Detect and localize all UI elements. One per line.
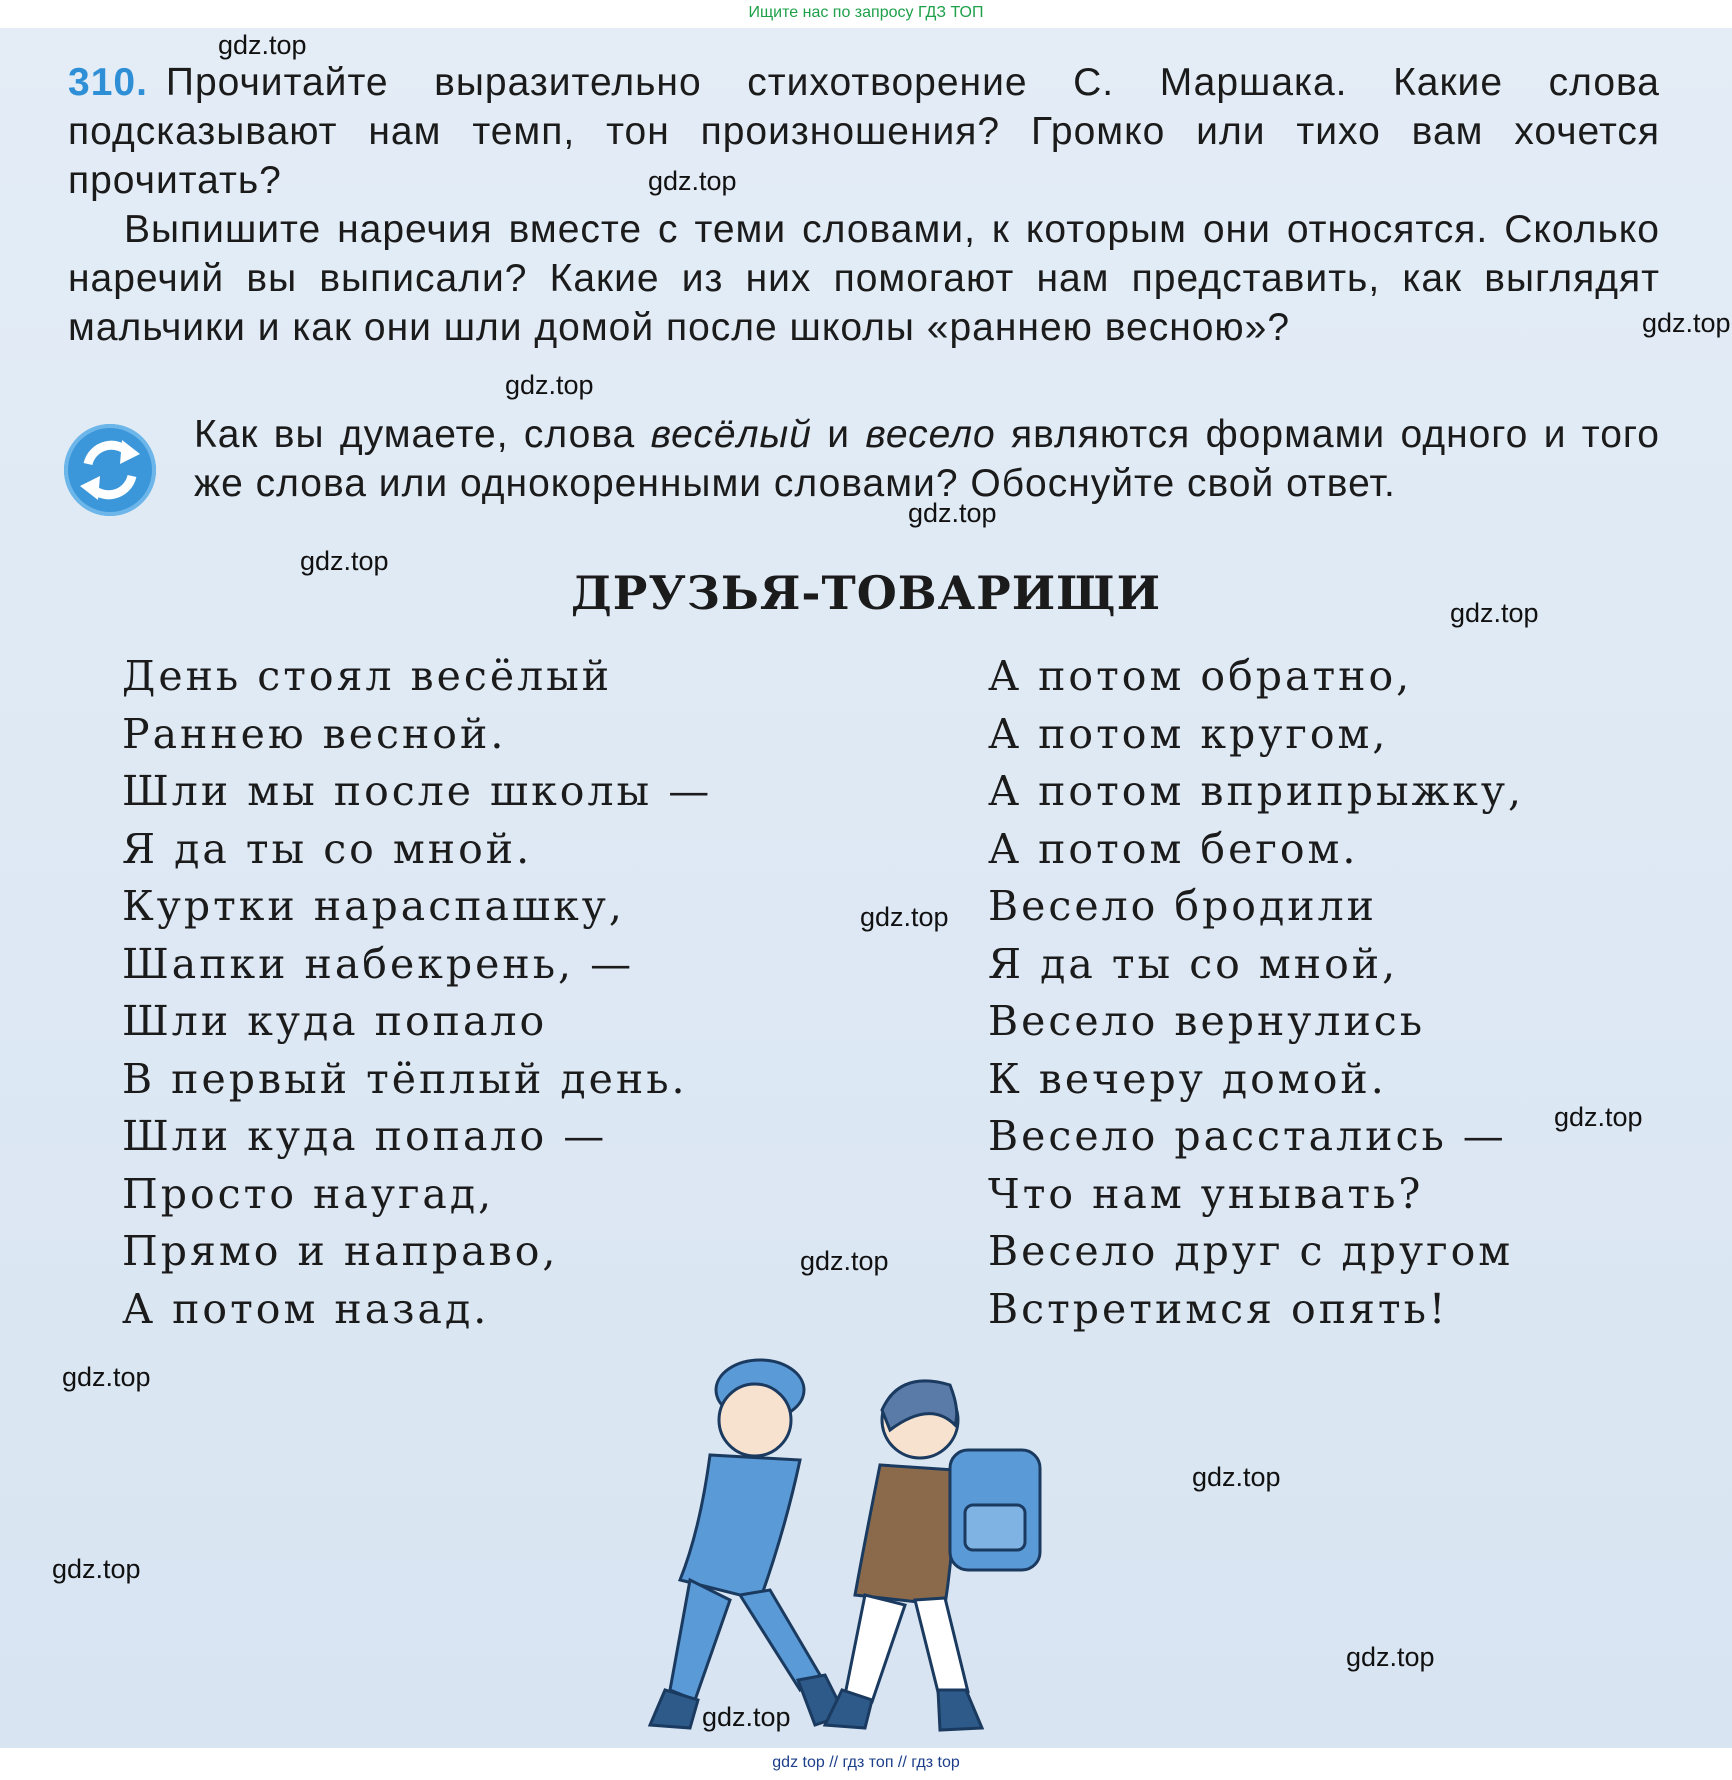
poem-line: К вечеру домой. xyxy=(988,1054,1387,1103)
watermark: gdz.top xyxy=(800,1246,889,1276)
poem-line: Встретимся опять! xyxy=(988,1284,1449,1333)
poem-line: Я да ты со мной. xyxy=(122,824,533,873)
task-number: 310. xyxy=(68,61,148,104)
poem-line: А потом обратно, xyxy=(988,652,1413,700)
watermark: gdz.top xyxy=(218,30,307,60)
italic-word-veselo: весело xyxy=(865,413,996,456)
task-text-1: Прочитайте выразительно стихотворение С. Маршака. Какие слова подсказывают нам темп, тон произношения? Громко или тихо вам хочется прочитать? xyxy=(68,61,1660,202)
watermark: gdz.top xyxy=(648,166,737,196)
extra-question-text xyxy=(194,410,1660,508)
poem-line: Прямо и направо, xyxy=(122,1227,559,1275)
bottom-banner[interactable] xyxy=(0,1748,1732,1780)
poem-line: А потом бегом. xyxy=(988,824,1359,873)
poem-line: Весело расстались — xyxy=(988,1112,1507,1160)
poem-line: Весело друг с другом xyxy=(988,1227,1514,1275)
poem-line: А потом назад. xyxy=(122,1284,490,1333)
top-banner[interactable] xyxy=(0,0,1732,28)
watermark: gdz.top xyxy=(52,1554,141,1584)
watermark: gdz.top xyxy=(1192,1462,1281,1492)
top-banner-text[interactable]: Ищите нас по запросу ГДЗ ТОП xyxy=(748,4,984,21)
extra-text-part: Как вы думаете, слова xyxy=(194,413,651,456)
circular-arrows-icon xyxy=(64,424,156,516)
poem-column-right xyxy=(988,648,1524,1338)
task-paragraph-2: Выпишите наречия вместе с теми словами, к которым они относятся. Сколько наречий вы выписали? Какие из них помогают нам представить, как выглядят мальчики и как они шли домой после школы «раннею весною»? xyxy=(68,208,1660,349)
watermark: gdz.top xyxy=(1642,308,1731,338)
poem-line: А потом вприпрыжку, xyxy=(988,767,1525,815)
poem-title: ДРУЗЬЯ-ТОВАРИЩИ xyxy=(570,566,1162,620)
poem-line: В первый тёплый день. xyxy=(122,1054,688,1103)
right-boy-figure xyxy=(825,1381,1040,1730)
watermark: gdz.top xyxy=(1554,1102,1643,1132)
watermark: gdz.top xyxy=(860,902,949,932)
poem-line: Просто наугад, xyxy=(122,1169,495,1218)
watermark: gdz.top xyxy=(908,498,997,528)
poem-column-left xyxy=(122,648,712,1338)
poem-line: Я да ты со мной, xyxy=(988,939,1399,988)
extra-text-part: являются формами одного и того же слова или однокоренными словами? Обоснуйте свой ответ. xyxy=(194,413,1660,505)
poem-line: Шапки набекрень, — xyxy=(122,939,635,988)
bottom-banner-text[interactable]: gdz top // гдз топ // гдз top xyxy=(772,1754,960,1771)
italic-word-veselyi: весёлый xyxy=(650,413,812,456)
task-paragraph-1 xyxy=(68,58,1660,205)
poem-line: Шли куда попало — xyxy=(122,1112,608,1160)
poem-line: Шли куда попало xyxy=(122,997,548,1045)
two-schoolboys-walking-illustration xyxy=(610,1330,1110,1750)
poem-line: Шли мы после школы — xyxy=(122,767,713,815)
poem-line: День стоял весёлый xyxy=(122,652,613,700)
watermark: gdz.top xyxy=(62,1362,151,1392)
watermark: gdz.top xyxy=(1450,598,1539,628)
watermark: gdz.top xyxy=(1346,1642,1435,1672)
poem-line: Куртки нараспашку, xyxy=(122,882,625,930)
watermark: gdz.top xyxy=(702,1702,791,1732)
poem-line: Раннею весной. xyxy=(122,709,507,758)
task-310 xyxy=(68,58,1660,352)
watermark: gdz.top xyxy=(300,546,389,576)
poem-line: Весело вернулись xyxy=(988,997,1426,1045)
watermark: gdz.top xyxy=(505,370,594,400)
extra-question xyxy=(60,410,1660,508)
poem-line: Что нам унывать? xyxy=(988,1169,1424,1218)
poem-line: А потом кругом, xyxy=(988,709,1389,758)
extra-text-part: и xyxy=(811,413,866,456)
left-boy-figure xyxy=(650,1360,845,1728)
poem-line: Весело бродили xyxy=(988,882,1377,930)
